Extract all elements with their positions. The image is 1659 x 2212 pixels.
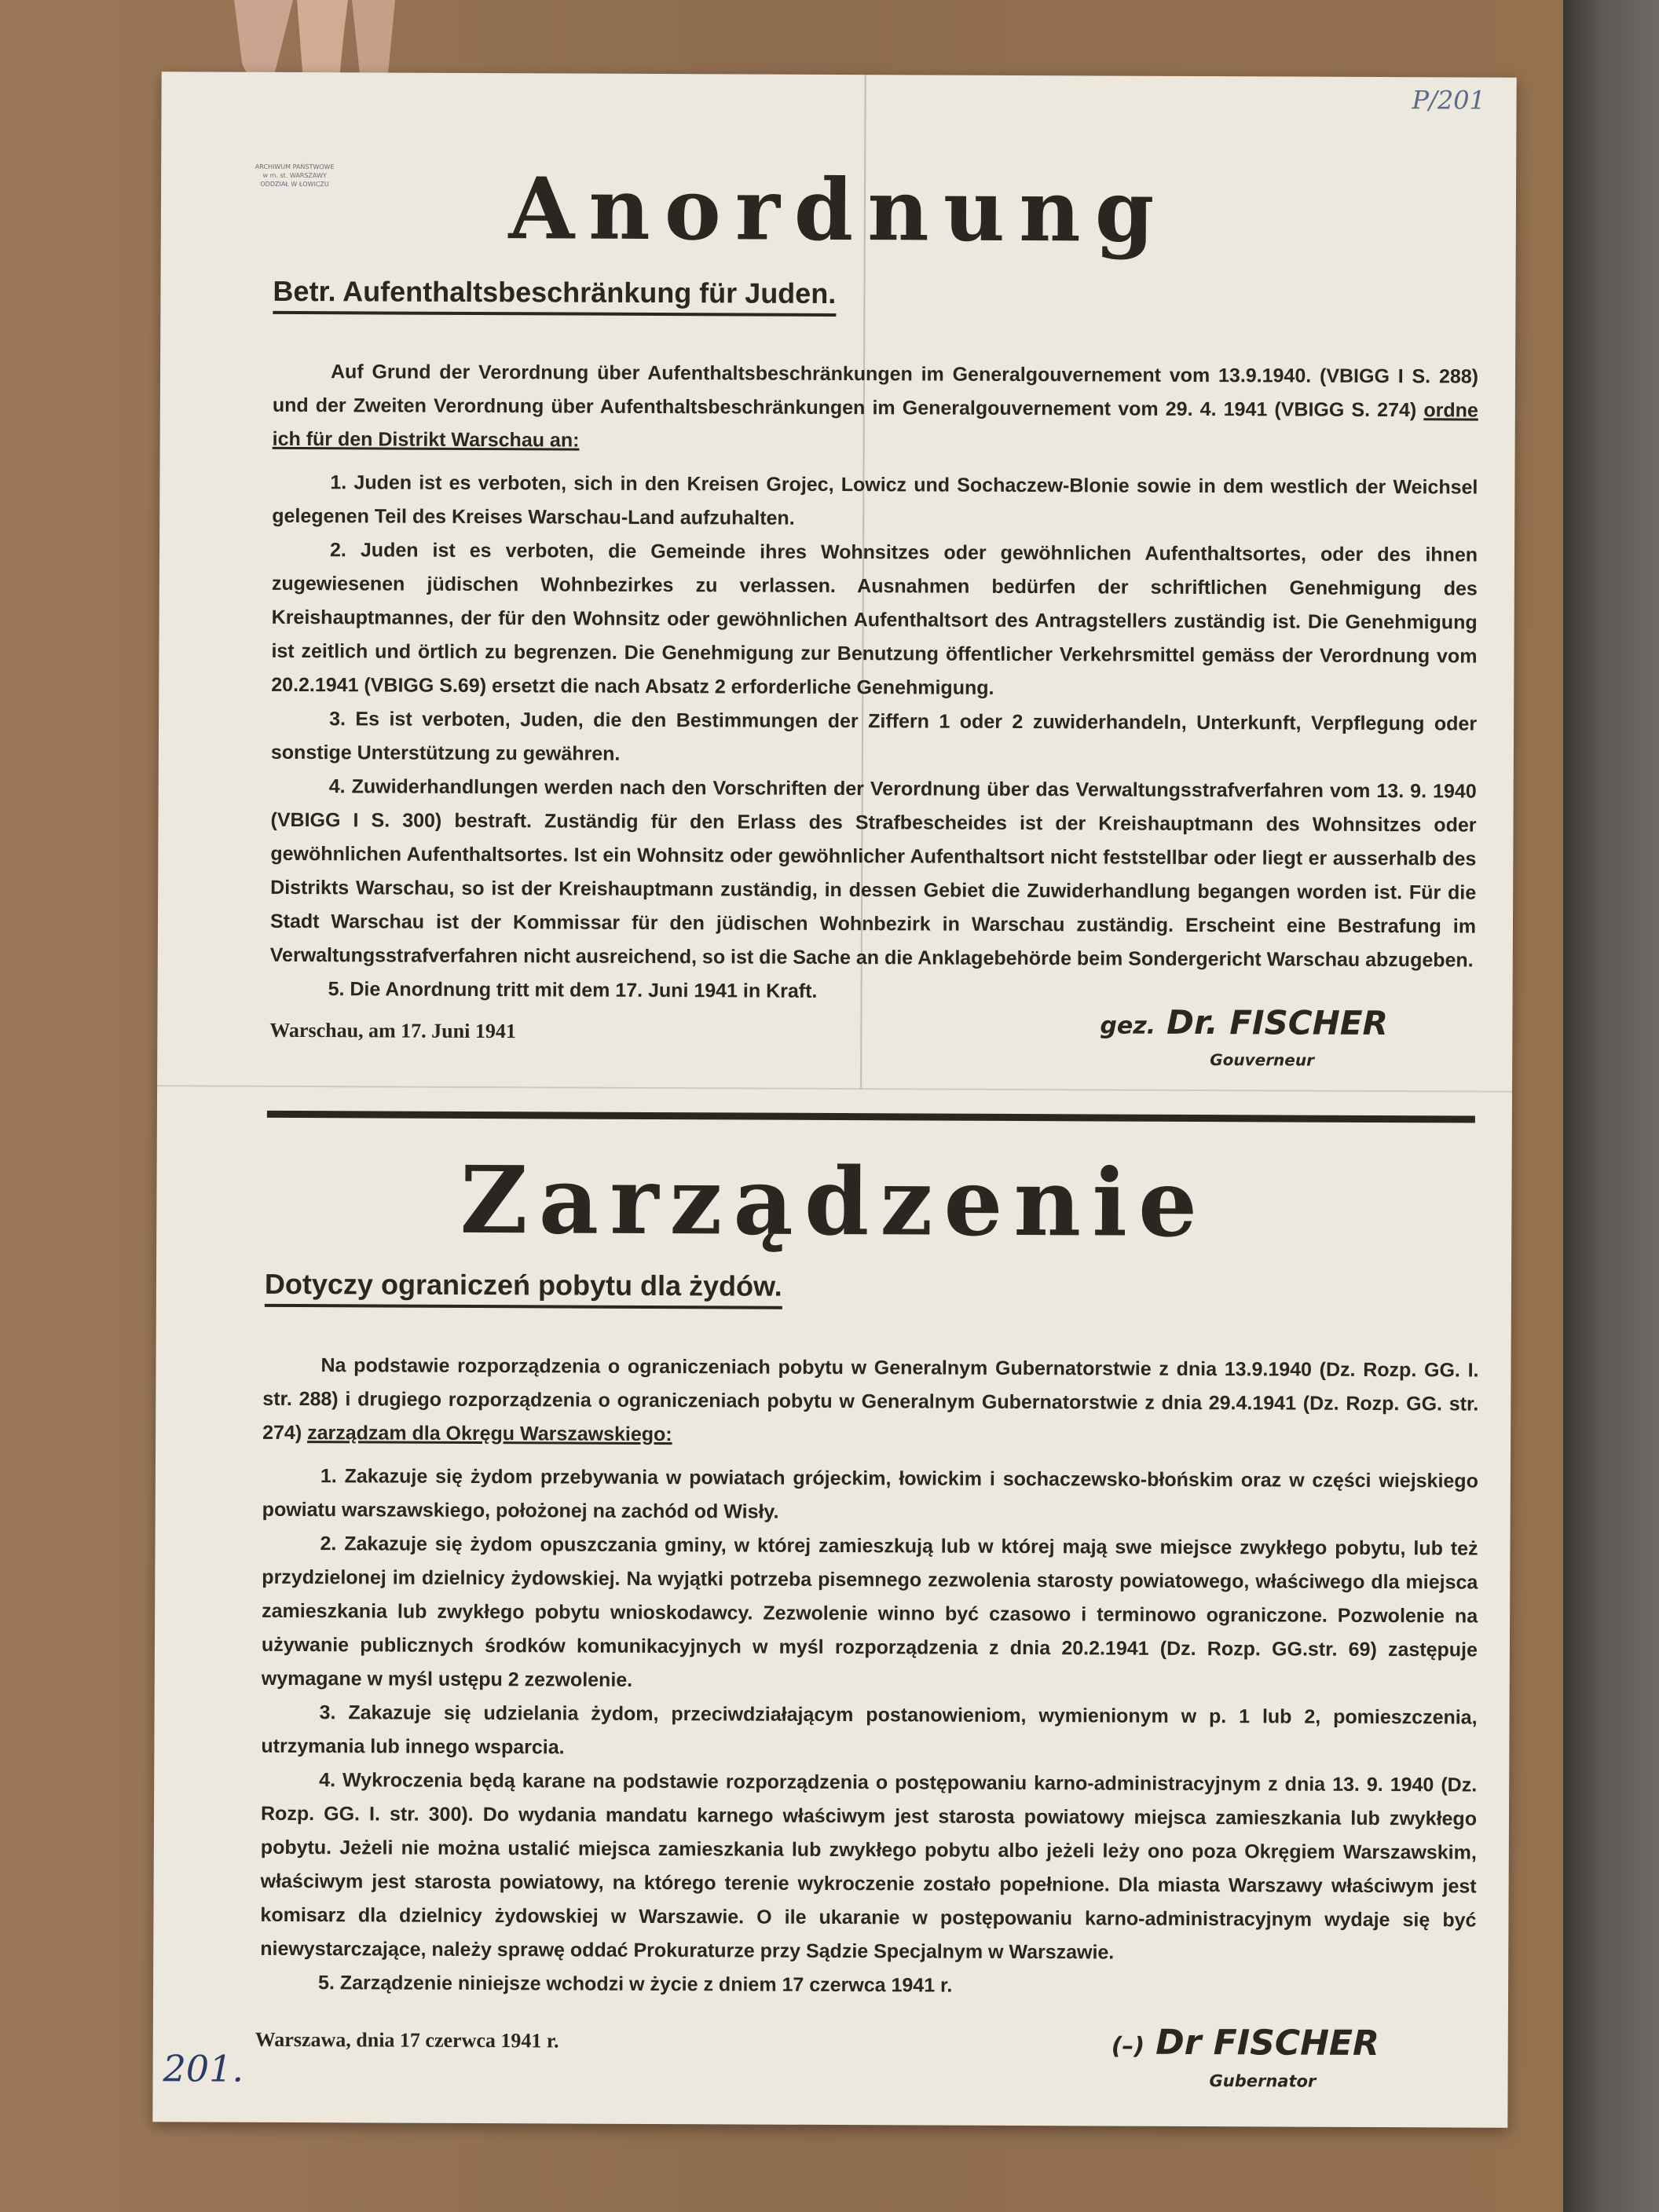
german-item-3: 3. Es ist verboten, Juden, die den Bestimmungen der Ziffern 1 oder 2 zuwiderhandeln, Unterkunft, Verpflegung oder sonstige Unterstützung zu gewähren. — [270, 708, 1478, 765]
polish-item-2: 2. Zakazuje się żydom opuszczania gminy, w której zamieszkują lub w której mają swe miejsce zwykłego pobytu, lub też przydzielonej im dzielnicy żydowskiej. Na wyjątki potrzeba pisemnego zezwolenia starosty powiatowego, właściwego dla miejsca zamieszkania lub zwykłego pobytu wnioskodawcy. Zezwolenie winno być czasowo i terminowo ograniczone. Pozwolenie na używanie publicznych środków komunikacyjnych w myśl rozporządzenia z dnia 20.2.1941 (Dz. Rozp. GG.str. 69) zastępuje wymagane w myśl ustępu 2 zezwolenie. — [261, 1533, 1478, 1691]
polish-item-4: 4. Wykroczenia będą karane na podstawie rozporządzenia o postępowaniu karno-administracyjnym z dnia 13. 9. 1940 (Dz. Rozp. GG. I. str. 300). Do wydania mandatu karnego właściwym jest starosta powiatowy miejsca zamieszkania lub zwykłego pobytu. Jeżeli nie można ustalić miejsca zamieszkania lub zwykłego pobytu albo jeżeli leży ono poza Okręgiem Warszawskim, właściwym jest starosta powiatowy, na którego terenie wykroczenie zostało popełnione. Dla miasta Warszawy właściwym jest komisarz dla dzielnicy żydowskiej w Warszawie. O ile ukaranie w postępowaniu karno-administracyjnym wydaje się być niewystarczające, należy sprawę oddać Prokuraturze przy Sądzie Specjalnym w Warszawie. — [260, 1769, 1478, 1964]
german-signature — [1100, 1002, 1388, 1042]
german-item-4: 4. Zuwiderhandlungen werden nach den Vorschriften der Verordnung über das Verwaltungsstrafverfahren vom 13. 9. 1940 (VBIGG I S. 300) bestraft. Zuständig für den Erlass des Strafbescheides ist der Kreishauptmann des Wohnsitzes oder gewöhnlichen Aufenthaltsortes. Ist ein Wohnsitz oder gewöhnlicher Aufenthaltsort nicht feststellbar oder liegt er ausserhalb des Distrikts Warschau, so ist der Kreishauptmann zuständig, in dessen Gebiet die Zuwiderhandlung begangen worden ist. Für die Stadt Warschau ist der Kommissar für den jüdischen Wohnbezirk in Warschau zuständig. Erscheint eine Bestrafung im Verwaltungsstrafverfahren nicht ausreichend, so ist die Sache an die Anklagebehörde beim Sondergericht Warschau abzugeben. — [269, 775, 1477, 972]
german-intro — [273, 355, 1479, 462]
german-intro-underlined: ordne ich für den Distrikt Warschau an: — [272, 399, 1478, 452]
folio-number: P/201 — [1412, 85, 1486, 115]
german-title: Anordnung — [508, 159, 1169, 262]
german-signature-prefix: gez. — [1100, 1012, 1156, 1040]
german-signature-title: Gouverneur — [1210, 1050, 1315, 1070]
fold-crease-horizontal — [157, 1085, 1512, 1093]
german-body — [270, 355, 1479, 1012]
polish-subtitle: Dotyczy ograniczeń pobytu dla żydów. — [265, 1268, 782, 1309]
polish-intro-text: Na podstawie rozporządzenia o ograniczeniach pobytu w Generalnym Gubernatorstwie z dnia 13.9.1940 (Dz. Rozp. GG. I. str. 288) i drugiego rozporządzenia o ograniczeniach pobytu w Generalnym Gubernatorstwie z dnia 29.4.1941 (Dz. Rozp. GG. str. 274) — [262, 1354, 1479, 1445]
german-date: Warschau, am 17. Juni 1941 — [269, 1018, 516, 1043]
german-item-1: 1. Juden ist es verboten, sich in den Kreisen Grojec, Lowicz und Sochaczew-Blonie sowie in dem westlich der Weichsel gelegenen Teil des Kreises Warschau-Land aufzuhalten. — [272, 471, 1478, 529]
poster — [152, 71, 1516, 2128]
german-signature-name: Dr. FISCHER — [1166, 1002, 1388, 1043]
polish-intro — [262, 1349, 1479, 1456]
german-subtitle: Betr. Aufenthaltsbeschränkung für Juden. — [273, 275, 836, 317]
polish-intro-underlined: zarządzam dla Okręgu Warszawskiego: — [307, 1422, 672, 1446]
archive-stamp: ARCHIWUM PAŃSTWOWE w m. st. WARSZAWY ODDZIAŁ W ŁOWICZU — [255, 163, 335, 189]
polish-body — [260, 1349, 1479, 2005]
german-item-2: 2. Juden ist es verboten, die Gemeinde ihres Wohnsitzes oder gewöhnlichen Aufenthaltsortes, oder des ihnen zugewiesenen jüdischen Wohnbezirkes zu verlassen. Ausnahmen bedürfen der schriftlichen Genehmigung des Kreishauptmannes, der für den Wohnsitz oder gewöhnlichen Aufenthaltsort des Antragstellers zuständig ist. Die Genehmigung ist zeitlich und örtlich zu begrenzen. Die Genehmigung zur Benutzung öffentlicher Verkehrsmittel gemäss der Verordnung vom 20.2.1941 (VBIGG S.69) ersetzt die nach Absatz 2 erforderliche Genehmigung. — [271, 539, 1478, 699]
polish-signature-title: Gubernator — [1209, 2071, 1317, 2091]
handwritten-number: 201. — [163, 2047, 244, 2090]
polish-signature-name: Dr FISCHER — [1155, 2022, 1380, 2064]
german-item-5: 5. Die Anordnung tritt mit dem 17. Juni 1941 in Kraft. — [328, 978, 818, 1002]
background-wall — [1563, 0, 1659, 2212]
polish-title: Zarządzenie — [460, 1144, 1209, 1258]
polish-signature-prefix: (–) — [1111, 2032, 1145, 2060]
polish-date: Warszawa, dnia 17 czerwca 1941 r. — [255, 2027, 559, 2053]
polish-item-1: 1. Zakazuje się żydom przebywania w powiatach grójeckim, łowickim i sochaczewsko-błońskim oraz w części wiejskiego powiatu warszawskiego, położonej na zachód od Wisły. — [262, 1465, 1478, 1523]
polish-signature — [1111, 2023, 1379, 2064]
polish-item-3: 3. Zakazuje się udzielania żydom, przeciwdziałającym postanowieniom, wymienionym w p. 1 lub 2, pomieszczenia, utrzymania lub innego wsparcia. — [261, 1701, 1478, 1759]
polish-item-5: 5. Zarządzenie niniejsze wchodzi w życie z dniem 17 czerwca 1941 r. — [318, 1972, 953, 1997]
section-divider — [267, 1111, 1475, 1123]
german-intro-text: Auf Grund der Verordnung über Aufenthaltsbeschränkungen im Generalgouvernement vom 13.9.1940. (VBIGG I S. 288) und der Zweiten Verordnung über Aufenthaltsbeschränkungen im Generalgouvernement vom 29. 4. 1941 (VBIGG S. 274) — [272, 361, 1479, 422]
